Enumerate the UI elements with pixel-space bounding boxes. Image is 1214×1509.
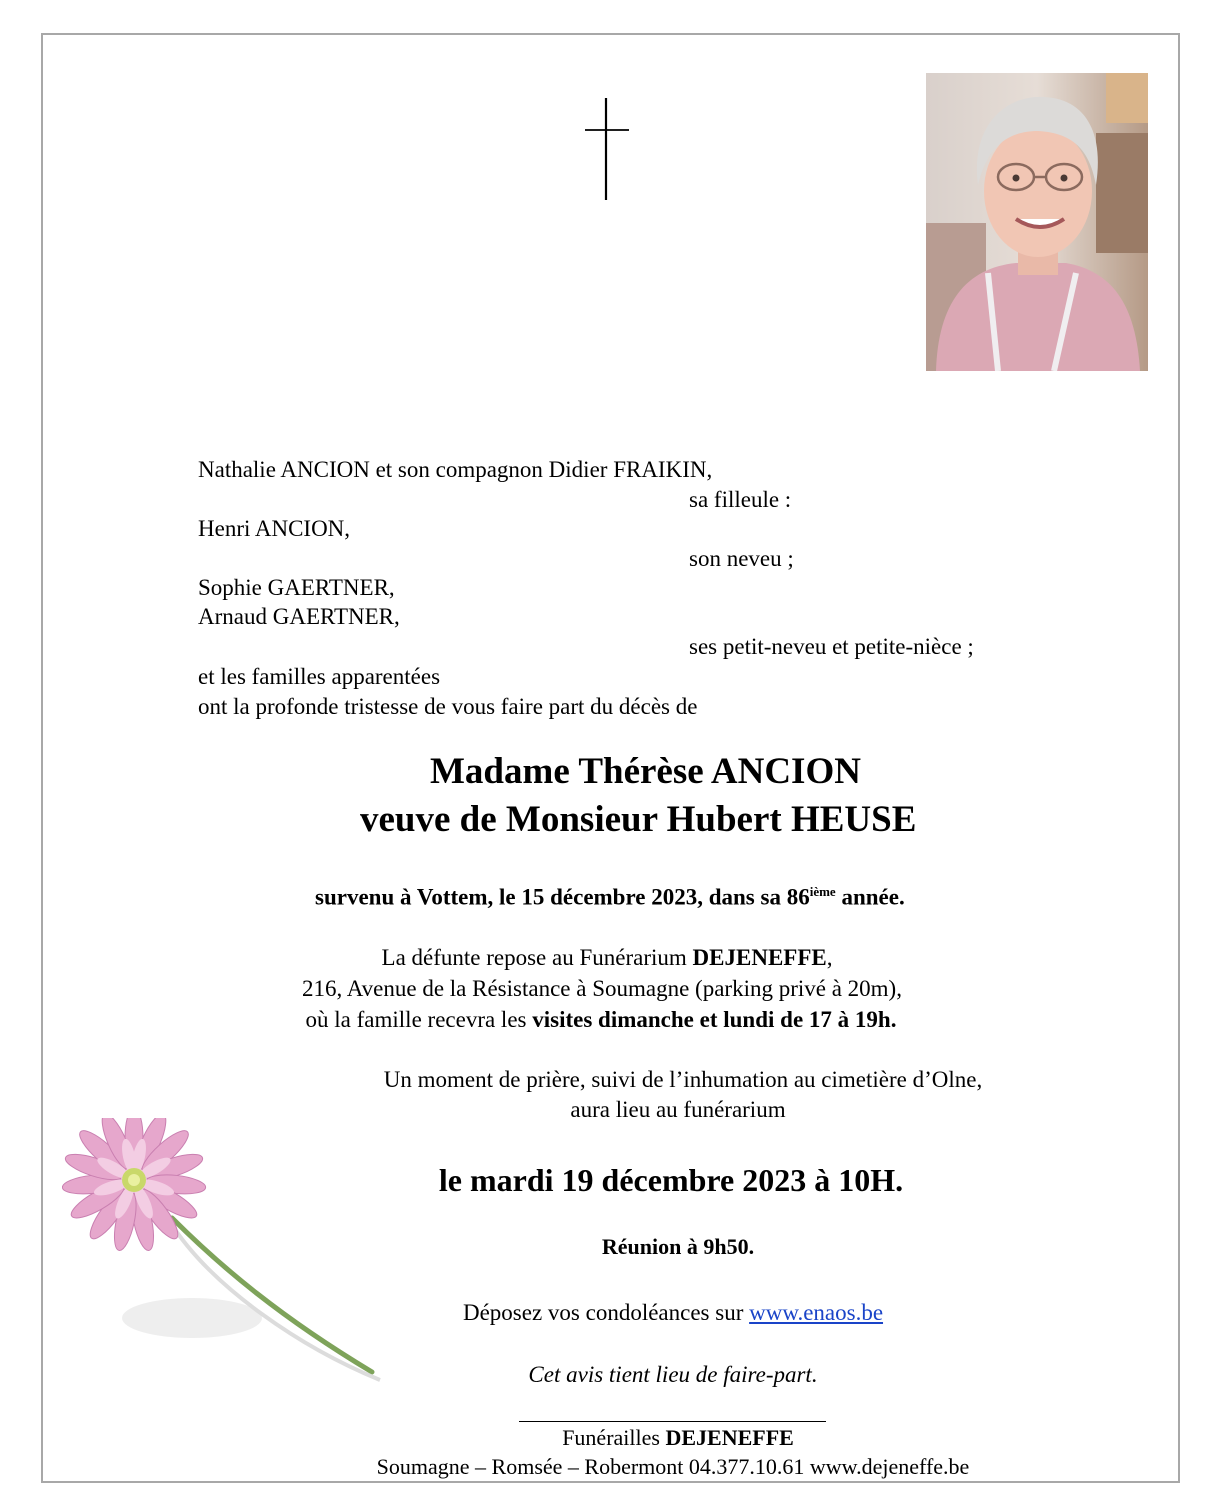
family-line-sophie: Sophie GAERTNER, (198, 575, 395, 600)
deceased-name: Madame Thérèse ANCION (430, 751, 861, 792)
relation-neveu: son neveu ; (689, 546, 794, 571)
family-line-arnaud: Arnaud GAERTNER, (198, 604, 400, 629)
relation-petit-neveu: ses petit-neveu et petite-nièce ; (689, 634, 974, 659)
ceremony-line-1: Un moment de prière, suivi de l’inhumation au cimetière d’Olne, (383, 1067, 983, 1092)
family-line-nathalie: Nathalie ANCION et son compagnon Didier FRAIKIN, (198, 457, 713, 482)
condolences-line: Déposez vos condoléances sur www.enaos.be (462, 1300, 884, 1325)
family-line-henri: Henri ANCION, (198, 516, 351, 541)
viewing-line-2: 216, Avenue de la Résistance à Soumagne (parking privé à 20m), (302, 976, 902, 1001)
footer-funeral-home: Funérailles DEJENEFFE (562, 1425, 794, 1450)
condolences-link[interactable]: www.enaos.be (749, 1300, 884, 1325)
footer-contact: Soumagne – Romsée – Robermont 04.377.10.61 www.dejeneffe.be (376, 1454, 970, 1479)
footer-rule (519, 1421, 826, 1422)
death-line: survenu à Vottem, le 15 décembre 2023, dans sa 86ième année. (315, 884, 905, 910)
notice-text: Cet avis tient lieu de faire-part. (528, 1362, 818, 1387)
meeting-time: Réunion à 9h50. (601, 1234, 755, 1259)
ceremony-line-2: aura lieu au funérarium (570, 1097, 786, 1122)
announcement-line: ont la profonde tristesse de vous faire part du décès de (198, 694, 698, 719)
family-line-apparentees: et les familles apparentées (198, 664, 441, 689)
ceremony-date: le mardi 19 décembre 2023 à 10H. (438, 1162, 904, 1198)
viewing-line-1: La défunte repose au Funérarium DEJENEFFE, (381, 945, 833, 970)
portrait-photo (926, 73, 1148, 371)
viewing-line-3: où la famille recevra les visites dimanche et lundi de 17 à 19h. (305, 1007, 897, 1032)
relation-filleule: sa filleule : (689, 487, 792, 512)
deceased-spouse: veuve de Monsieur Hubert HEUSE (360, 799, 917, 840)
cross-icon (584, 96, 630, 202)
